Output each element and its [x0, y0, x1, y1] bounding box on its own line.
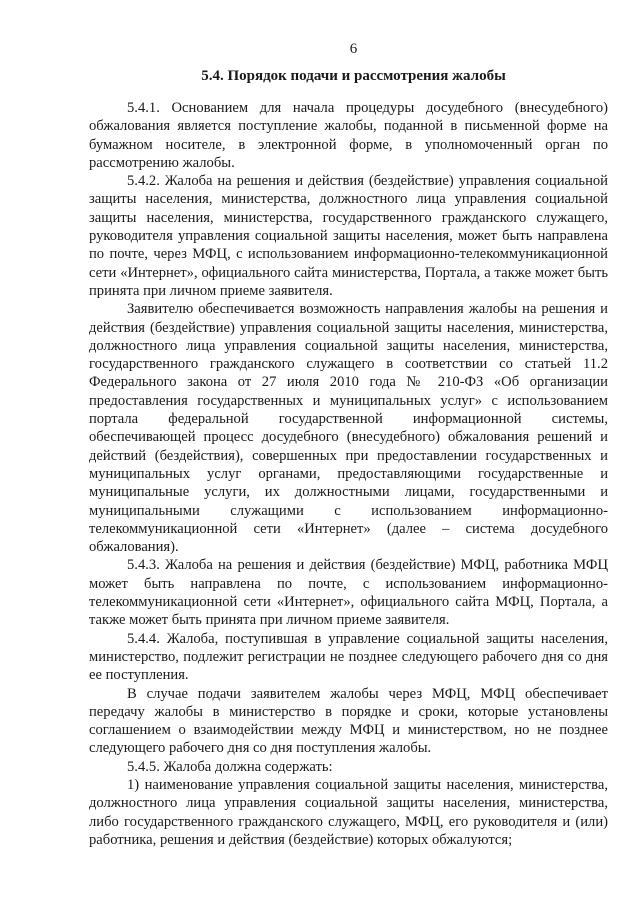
section-title: 5.4. Порядок подачи и рассмотрения жалобы: [201, 68, 506, 84]
paragraph: 5.4.1. Основанием для начала процедуры досудебного (внесудебного) обжалования является поступление жалобы, поданной в письменной форме на бумажном носителе, в электронной форме, в уполномоченный орган по рассмотрению жалобы.: [89, 100, 608, 171]
body-text: [89, 99, 608, 849]
paragraph: 5.4.5. Жалоба должна содержать:: [127, 758, 333, 775]
paragraph: В случае подачи заявителем жалобы через МФЦ, МФЦ обеспечивает передачу жалобы в министерство в порядке и сроки, которые установлены соглашением о взаимодействии между МФЦ и министерством, но не позднее следующего рабочего дня со дня поступления жалобы.: [89, 685, 608, 757]
page-number: 6: [349, 41, 358, 57]
paragraph: Заявителю обеспечивается возможность направления жалобы на решения и действия (бездействие) управления социальной защиты населения, министерства, должностного лица управления социальной защиты населения, министерства, государственного гражданского служащего в соответствии со статьей 11.2 Федерального закона от 27 июля 2010 года № 210-ФЗ «Об организации предоставления государственных и муниципальных услуг» с использованием портала федеральной государственной информационной системы, обеспечивающей процесс досудебного (внесудебного) обжалования решений и действий (бездействия), совершенных при предоставлении государственных и муниципальных услуг органами, предоставляющими государственные и муниципальные услуги, их должностными лицами, государственными и муниципальными служащими с использованием информационно-телекоммуникационной сети «Интернет» (далее – система досудебного обжалования).: [89, 301, 608, 556]
paragraph: 5.4.4. Жалоба, поступившая в управление социальной защиты населения, министерство, подлежит регистрации не позднее следующего рабочего дня со дня ее поступления.: [89, 630, 608, 684]
paragraph: 5.4.2. Жалоба на решения и действия (бездействие) управления социальной защиты населения, министерства, должностного лица управления социальной защиты населения, министерства, государственного гражданского служащего, руководителя управления социальной защиты населения, может быть направлена по почте, через МФЦ, с использованием информационно-телекоммуникационной сети «Интернет», официального сайта министерства, Портала, а также может быть принята при личном приеме заявителя.: [89, 173, 608, 299]
paragraph: 5.4.3. Жалоба на решения и действия (бездействие) МФЦ, работника МФЦ может быть направлена по почте, с использованием информационно-телекоммуникационной сети «Интернет», официального сайта МФЦ, Портала, а также может быть принята при личном приеме заявителя.: [89, 557, 608, 629]
paragraph: 1) наименование управления социальной защиты населения, министерства, должностного лица управления социальной защиты населения, министерства, либо государственного гражданского служащего, МФЦ, его руководителя и (или) работника, решения и действия (бездействие) которых обжалуются;: [89, 776, 608, 848]
